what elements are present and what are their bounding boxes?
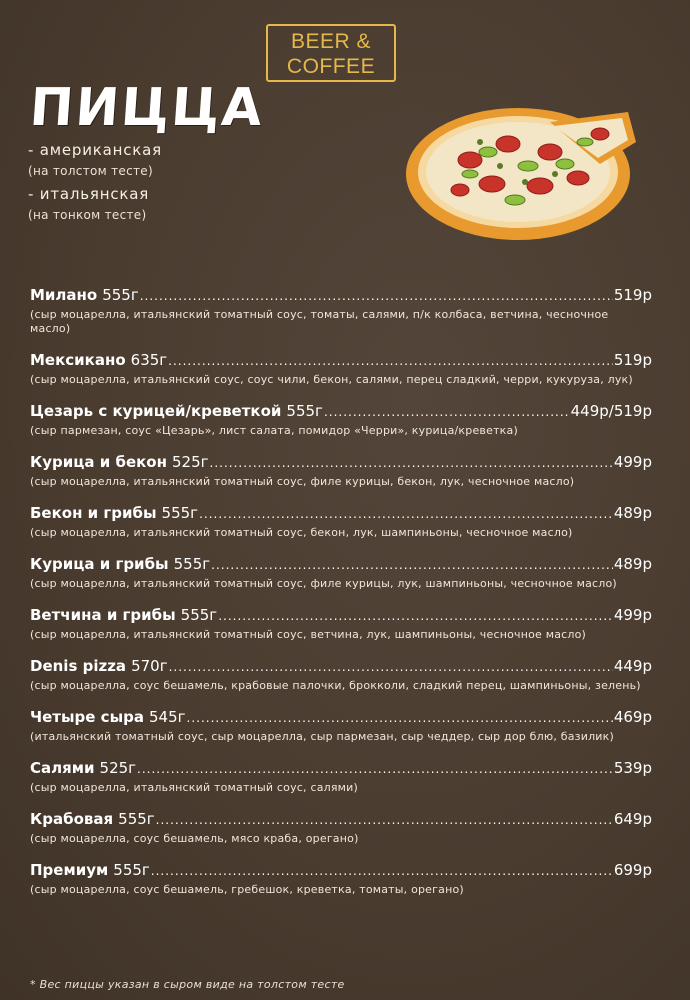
variant-american: - американская: [28, 141, 162, 159]
leader-dots: [156, 809, 613, 831]
item-price: 519р: [613, 286, 652, 304]
item-weight: 555г: [113, 861, 150, 879]
item-price: 449р/519р: [570, 402, 652, 420]
item-name: Курица и бекон: [30, 453, 167, 471]
logo-line-1: BEER &: [290, 30, 372, 53]
item-weight: 545г: [149, 708, 186, 726]
item-price: 489р: [613, 504, 652, 522]
menu-item: [30, 349, 652, 387]
leader-dots: [211, 554, 613, 576]
item-weight: 555г: [161, 504, 199, 522]
pizza-variants: [28, 140, 288, 228]
variant-american-note: (на толстом тесте): [28, 164, 153, 178]
item-description: (сыр моцарелла, соус бешамель, крабовые палочки, брокколи, сладкий перец, шампиньоны, зелень): [30, 679, 641, 692]
menu-item: [30, 451, 652, 489]
item-name: Четыре сыра: [30, 708, 145, 726]
item-name: Бекон и грибы: [30, 504, 157, 522]
item-name: Милано: [30, 286, 98, 304]
item-name: Крабовая: [30, 810, 114, 828]
item-name: Салями: [30, 759, 95, 777]
item-description: (итальянский томатный соус, сыр моцарелла, сыр пармезан, сыр чеддер, сыр дор блю, базилик): [30, 730, 614, 743]
leader-dots: [151, 860, 613, 882]
menu-item: [30, 706, 652, 744]
item-name: Премиум: [30, 861, 109, 879]
leader-dots: [218, 605, 613, 627]
item-name: Мексикано: [30, 351, 126, 369]
item-weight: 635г: [130, 351, 168, 369]
item-price: 519р: [613, 351, 652, 369]
item-price: 499р: [613, 606, 652, 624]
menu-item: [30, 808, 652, 846]
item-name: Курица и грибы: [30, 555, 169, 573]
page-title: ПИЦЦА: [27, 78, 266, 138]
leader-dots: [169, 656, 613, 678]
menu-item: [30, 655, 652, 693]
leader-dots: [140, 285, 613, 307]
item-description: (сыр моцарелла, итальянский томатный соус, бекон, лук, шампиньоны, чесночное масло): [30, 526, 573, 539]
leader-dots: [324, 401, 570, 423]
item-weight: 555г: [118, 810, 155, 828]
leader-dots: [199, 503, 613, 525]
item-description: (сыр моцарелла, итальянский томатный соус, филе курицы, бекон, лук, чесночное масло): [30, 475, 575, 488]
item-weight: 555г: [102, 286, 139, 304]
item-description: (сыр моцарелла, соус бешамель, гребешок, креветка, томаты, орегано): [30, 883, 464, 896]
item-price: 539р: [613, 759, 652, 777]
menu-item: [30, 604, 652, 642]
item-weight: 555г: [286, 402, 323, 420]
menu-item: [30, 859, 652, 897]
item-price: 649р: [613, 810, 652, 828]
item-weight: 525г: [171, 453, 209, 471]
item-description: (сыр моцарелла, итальянский томатный соус, ветчина, лук, шампиньоны, чесночное масло): [30, 628, 587, 641]
item-description: (сыр моцарелла, итальянский томатный соус, салями): [30, 781, 359, 794]
item-description: (сыр моцарелла, итальянский томатный соус, филе курицы, лук, шампиньоны, чесночное масло): [30, 577, 617, 590]
item-weight: 525г: [99, 759, 137, 777]
weight-footnote: * Вес пиццы указан в сыром виде на толстом тесте: [30, 978, 345, 991]
item-price: 699р: [613, 861, 652, 879]
item-description: (сыр моцарелла, итальянский томатный соус, томаты, салями, п/к колбаса, ветчина, чесночное масло): [30, 308, 609, 335]
item-price: 489р: [613, 555, 652, 573]
item-description: (сыр моцарелла, соус бешамель, мясо краба, орегано): [30, 832, 359, 845]
item-name: Denis pizza: [30, 657, 127, 675]
item-weight: 555г: [180, 606, 218, 624]
item-price: 449р: [613, 657, 652, 675]
menu-item: [30, 284, 652, 336]
menu-item: [30, 553, 652, 591]
menu-item: [30, 757, 652, 795]
leader-dots: [168, 350, 613, 372]
item-description: (сыр моцарелла, итальянский соус, соус чили, бекон, салями, перец сладкий, черри, кукуруза, лук): [30, 373, 633, 386]
beer-coffee-logo: [266, 24, 396, 82]
menu-item: [30, 502, 652, 540]
pizza-illustration: [400, 82, 640, 247]
item-description: (сыр пармезан, соус «Цезарь», лист салата, помидор «Черри», курица/креветка): [30, 424, 518, 437]
leader-dots: [187, 707, 613, 729]
item-price: 499р: [613, 453, 652, 471]
item-price: 469р: [613, 708, 652, 726]
item-weight: 570г: [131, 657, 168, 675]
item-weight: 555г: [173, 555, 211, 573]
leader-dots: [137, 758, 613, 780]
item-name: Ветчина и грибы: [30, 606, 176, 624]
variant-italian-note: (на тонком тесте): [28, 208, 147, 222]
item-name: Цезарь с курицей/креветкой: [30, 402, 282, 420]
leader-dots: [210, 452, 613, 474]
menu-item: [30, 400, 652, 438]
logo-line-2: COFFEE: [286, 55, 376, 78]
pizza-menu-list: [30, 284, 652, 910]
variant-italian: - итальянская: [28, 185, 150, 203]
